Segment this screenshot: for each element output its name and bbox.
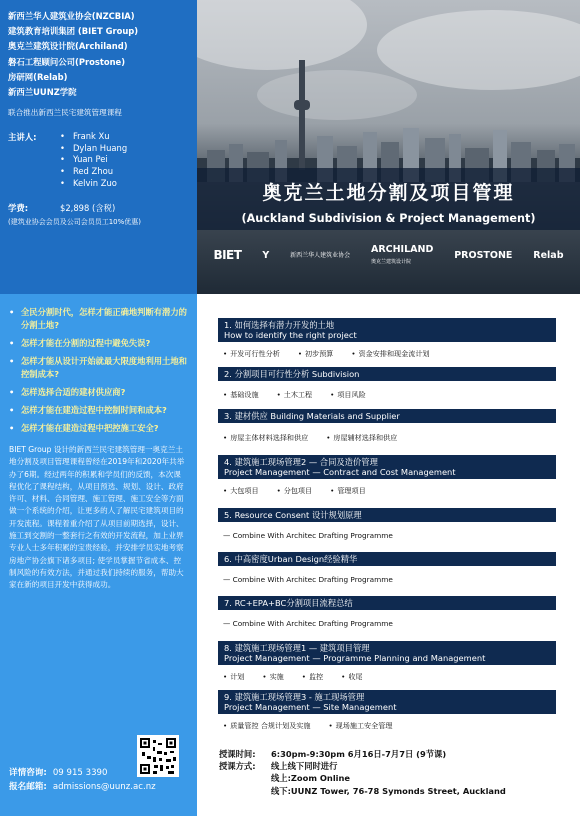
module-1: 1. 如何选择有潜力开发的土地 How to identify the right project — [218, 318, 556, 342]
sponsor-logos — [197, 240, 580, 270]
module-4-subs: • 大包项目• 分包项目• 管理项目 — [223, 486, 384, 496]
speakers-block — [8, 131, 189, 189]
speaker-item: • Dylan Huang — [60, 143, 127, 155]
sky-tower-pod — [294, 100, 310, 110]
speaker-item: • Kelvin Zuo — [60, 178, 127, 190]
module-1-subs: • 开发可行性分析• 初步预算• 资金安排和现金流计划 — [223, 349, 448, 359]
phone-number[interactable]: 09 915 3390 — [52, 768, 108, 778]
cloud-shape — [257, 70, 417, 120]
org-line: 新西兰华人建筑业协会(NZCBIA) — [8, 11, 135, 21]
prostone-logo: PROSTONE — [454, 249, 513, 261]
speaker-item: • Red Zhou — [60, 166, 127, 178]
question-list — [9, 306, 191, 435]
fee-value: $2,898 (含税) — [60, 203, 116, 214]
org-line: 房研网(Relab) — [8, 71, 68, 82]
speakers-label: 主讲人: — [8, 132, 37, 143]
title-cn: 奥克兰土地分割及项目管理 — [262, 182, 515, 204]
org-list — [8, 9, 189, 100]
time-value: 6:30pm-9:30pm 6月16日-7月7日 (9节课) — [271, 749, 447, 759]
left-info-panel — [0, 0, 197, 294]
module-6: 6. 中高密度Urban Design经验精华 — [218, 552, 556, 566]
module-5-note: — Combine With Architec Drafting Programme — [223, 531, 393, 540]
nzcbia-logo: 新西兰华人建筑业协会 — [290, 251, 351, 259]
module-7-note: — Combine With Architec Drafting Programme — [223, 619, 393, 628]
question-item: • 全民分割时代，怎样才能正确地判断有潜力的分割土地? — [9, 307, 187, 330]
archiland-logo: ARCHILAND 奥克兰建筑设计院 — [370, 244, 434, 265]
speakers-list — [60, 131, 127, 189]
hero-banner — [197, 0, 580, 294]
module-2: 2. 分割项目可行性分析 Subdivision — [218, 367, 556, 381]
question-item: • 怎样才能在分割的过程中避免失误? — [9, 338, 151, 348]
module-3: 3. 建材供应 Building Materials and Supplier — [218, 409, 556, 423]
mode-1: 线上线下同时进行 — [271, 761, 338, 772]
question-item: • 怎样才能在建造过程中把控施工安全? — [9, 423, 159, 433]
fee-note: (建筑业协会会员及公司会员员工10%优惠) — [8, 218, 142, 227]
y-logo: Y — [262, 249, 270, 261]
mode-label: 授课方式: — [219, 761, 256, 772]
fee-label: 学费: — [8, 203, 29, 214]
cloud-shape — [377, 10, 580, 90]
question-item: • 怎样选择合适的建材供应商? — [9, 387, 126, 397]
left-questions-panel — [0, 294, 197, 816]
mode-2: 线上:Zoom Online — [271, 773, 351, 784]
email-address[interactable]: admissions@uunz.ac.nz — [52, 781, 156, 792]
schedule-block — [219, 748, 506, 797]
question-item: • 怎样才能在建造过程中控制时间和成本? — [9, 405, 167, 415]
org-line: 建筑教育培训集团 (BIET Group) — [8, 26, 139, 37]
speaker-item: • Yuan Pei — [60, 154, 127, 166]
org-line: 磐石工程顾问公司(Prostone) — [8, 56, 126, 67]
module-9-subs: • 质量管控 合规计划及实施• 现场施工安全管理 — [223, 721, 410, 731]
mode-3: 线下:UUNZ Tower, 76-78 Symonds Street, Auckland — [271, 785, 506, 796]
email-label: 报名邮箱: — [9, 781, 47, 792]
sky-tower-icon — [299, 60, 305, 170]
title-band — [197, 168, 580, 230]
module-3-subs: • 房屋主体材料选择和供应• 房屋辅材选择和供应 — [223, 433, 415, 443]
cloud-shape — [197, 0, 367, 70]
module-6-note: — Combine With Architec Drafting Programme — [223, 575, 393, 584]
relab-logo: Relab — [533, 249, 564, 261]
biet-logo: BIET — [213, 248, 242, 262]
module-9: 9. 建筑施工现场管理3 - 施工现场管理 Project Management — Site Management — [218, 690, 556, 714]
question-item: • 怎样才能从设计开始就最大限度地利用土地和控制成本? — [9, 356, 187, 379]
module-8: 8. 建筑施工现场管理1 — 建筑项目管理 Project Management — Programme Planning and Management — [218, 641, 556, 665]
module-2-subs: • 基础设施• 土木工程• 项目风险 — [223, 390, 384, 400]
module-8-subs: • 计划• 实施• 监控• 收尾 — [223, 672, 381, 682]
org-line: 新西兰UUNZ学院 — [8, 87, 77, 98]
org-line: 奥克兰建筑设计院(Archiland) — [8, 41, 128, 52]
speaker-item: • Frank Xu — [60, 131, 127, 143]
joint-text: 联合推出新西兰民宅建筑管理课程 — [8, 108, 122, 118]
fee-block — [8, 202, 189, 214]
module-5: 5. Resource Consent 设计规划原理 — [218, 508, 556, 522]
module-4: 4. 建筑施工现场管理2 — 合同及造价管理 Project Management — Contract and Cost Management — [218, 455, 556, 479]
title-en: (Auckland Subdivision & Project Management) — [241, 212, 536, 225]
phone-label: 详情咨询: — [9, 768, 47, 778]
module-7: 7. RC+EPA+BC分割项目流程总结 — [218, 596, 556, 610]
contact-block — [9, 767, 156, 794]
time-label: 授课时间: — [219, 749, 256, 759]
course-intro: BIET Group 设计的新西兰民宅建筑管理一奥克兰土地分割及项目管理课程曾经在2019年和2020年共举办了6期。经过两年的积累和学员们的反馈，本次课程优化了课程结构，从项目预选、规划、设计、政府许可、材料、合同管理、施工管理、施工安全等方面做一个系统的介绍，让更多的人了解民宅建筑项目的开发流程。课程着重介绍了从项目前期选择，设计、施工到交割的一整套行之有效的开发流程，加上业界专业人士多年积累的宝贵经验，并安排学员实地考察房地产协会旗下诸多项目; 使学员掌握节省成本、控制风险的有效方法，并通过我们持续的服务，帮助大家在新的项目开发中获得成功。 — [9, 445, 185, 590]
